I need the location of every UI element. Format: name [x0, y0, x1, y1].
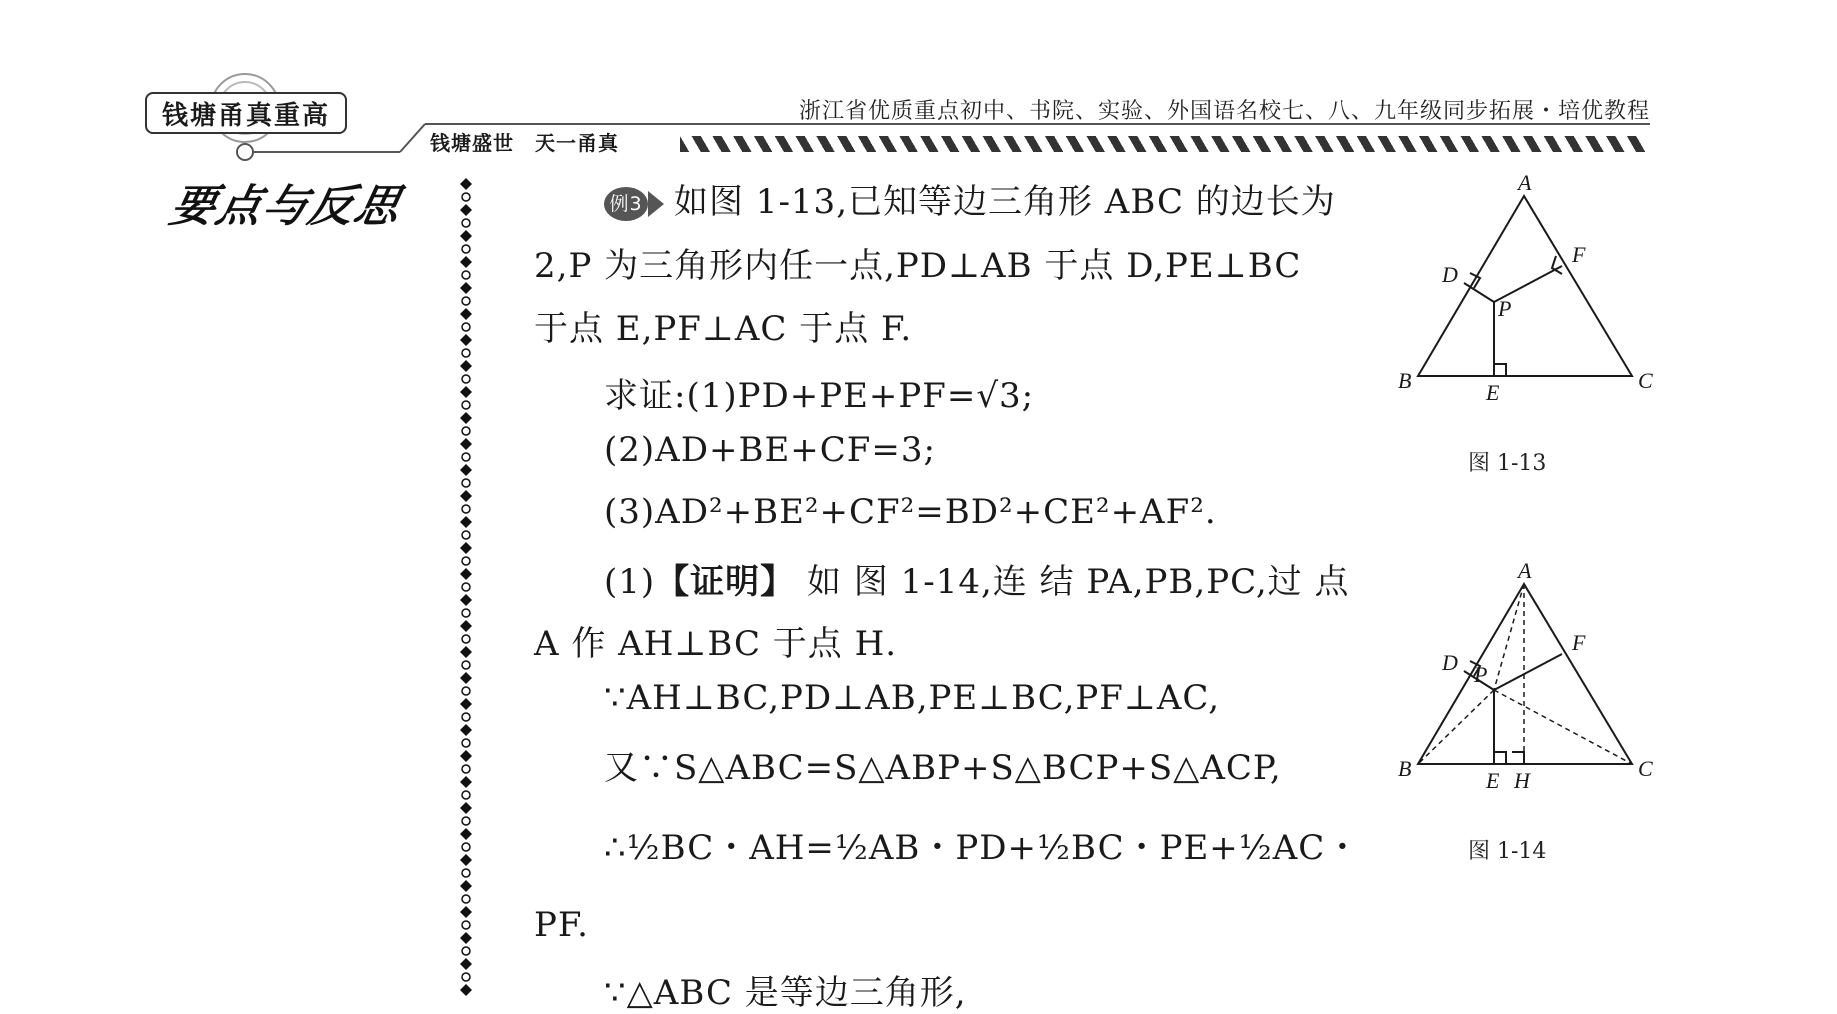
chain-circle — [462, 349, 470, 357]
chain-diamond — [460, 620, 472, 632]
chain-diamond — [460, 412, 472, 424]
proof-line-6: PF. — [534, 905, 589, 945]
slogan: 钱塘盛世 天一甬真 — [430, 131, 619, 155]
chain-circle — [462, 947, 470, 955]
chain-diamond — [460, 516, 472, 528]
chain-diamond — [460, 906, 472, 918]
chain-diamond — [460, 828, 472, 840]
chain-diamond — [460, 542, 472, 554]
chain-circle — [462, 531, 470, 539]
logo-text: 钱塘甬真重高 — [161, 100, 330, 131]
figure-1-13-caption: 图 1-13 — [1468, 451, 1547, 476]
chain-circle — [462, 765, 470, 773]
logo — [145, 92, 347, 134]
chain-circle — [462, 869, 470, 877]
chain-diamond — [460, 490, 472, 502]
chain-circle — [462, 583, 470, 591]
chain-diamond — [460, 334, 472, 346]
proof-line-3: ∵AH⊥BC,PD⊥AB,PE⊥BC,PF⊥AC, — [604, 678, 1220, 718]
label-B-2: B — [1398, 756, 1412, 781]
chain-diamond — [460, 230, 472, 242]
chain-diamond — [460, 932, 472, 944]
chain-diamond — [460, 724, 472, 736]
prove-line-1: 求证:(1)PD+PE+PF=√3; — [604, 376, 1035, 416]
book-title: 浙江省优质重点初中、书院、实验、外国语名校七、八、九年级同步拓展・培优教程 — [798, 99, 1650, 124]
chain-diamond — [460, 282, 472, 294]
chain-circle — [462, 297, 470, 305]
example-text-1: 如图 1-13,已知等边三角形 ABC 的边长为 — [674, 182, 1336, 222]
proof-line-4: 又∵S△ABC=S△ABP+S△BCP+S△ACP, — [604, 748, 1282, 788]
chain-diamond — [460, 802, 472, 814]
chain-diamond — [460, 204, 472, 216]
example-line-1 — [604, 174, 1336, 223]
chain-diamond — [460, 464, 472, 476]
chain-circle — [462, 505, 470, 513]
example-badge: 例3 — [604, 187, 648, 221]
chain-circle — [462, 713, 470, 721]
chain-diamond — [460, 984, 472, 996]
chain-circle — [462, 635, 470, 643]
prove-line-2: (2)AD+BE+CF=3; — [604, 430, 936, 470]
chain-diamond — [460, 568, 472, 580]
proof-line-1 — [604, 554, 1350, 603]
label-D: D — [1442, 262, 1458, 287]
figure-1-13 — [1380, 170, 1670, 410]
label-D-2: D — [1442, 650, 1458, 675]
label-C: C — [1638, 368, 1653, 393]
chain-diamond — [460, 672, 472, 684]
chain-circle — [462, 245, 470, 253]
chain-circle — [462, 557, 470, 565]
label-F: F — [1572, 242, 1586, 267]
label-H: H — [1514, 768, 1530, 793]
proof-line-2: A 作 AH⊥BC 于点 H. — [534, 624, 898, 664]
chain-circle — [462, 375, 470, 383]
chain-circle — [462, 193, 470, 201]
chain-circle — [462, 271, 470, 279]
chain-circle — [462, 323, 470, 331]
chain-circle — [462, 791, 470, 799]
badge-arrow-icon — [648, 191, 664, 217]
chain-circle — [462, 427, 470, 435]
chain-diamond — [460, 438, 472, 450]
example-line-2: 2,P 为三角形内任一点,PD⊥AB 于点 D,PE⊥BC — [534, 246, 1302, 286]
example-line-3: 于点 E,PF⊥AC 于点 F. — [534, 309, 913, 349]
chain-diamond — [460, 854, 472, 866]
label-A-2: A — [1518, 558, 1532, 583]
figure-1-14-caption: 图 1-14 — [1468, 839, 1547, 864]
label-P: P — [1498, 296, 1512, 321]
chain-circle — [462, 895, 470, 903]
chain-circle — [462, 401, 470, 409]
chain-circle — [462, 453, 470, 461]
chain-diamond — [460, 698, 472, 710]
chain-diamond — [460, 256, 472, 268]
sidebar-title: 要点与反思 — [165, 181, 407, 232]
chain-circle — [462, 817, 470, 825]
chain-diamond — [460, 594, 472, 606]
chain-diamond — [460, 178, 472, 190]
chain-circle — [462, 843, 470, 851]
proof-label: 【证明】 — [655, 562, 796, 602]
proof-prefix: (1) — [604, 562, 656, 602]
chain-diamond — [460, 776, 472, 788]
chain-diamond — [460, 386, 472, 398]
chain-circle — [462, 973, 470, 981]
chain-circle — [462, 739, 470, 747]
decorative-chain — [458, 178, 474, 1000]
chain-circle — [462, 921, 470, 929]
chain-diamond — [460, 646, 472, 658]
chain-circle — [462, 687, 470, 695]
chain-circle — [462, 219, 470, 227]
chain-diamond — [460, 880, 472, 892]
label-F-2: F — [1572, 630, 1586, 655]
chain-circle — [462, 609, 470, 617]
proof-line-5: ∴½BC・AH=½AB・PD+½BC・PE+½AC・ — [604, 828, 1361, 868]
proof-text-1: 如 图 1-14,连 结 PA,PB,PC,过 点 — [806, 562, 1350, 602]
prove-line-3: (3)AD²+BE²+CF²=BD²+CE²+AF². — [604, 492, 1217, 532]
chain-diamond — [460, 750, 472, 762]
label-A: A — [1518, 170, 1532, 195]
dash-strip — [680, 136, 1648, 152]
label-B: B — [1398, 368, 1412, 393]
chain-diamond — [460, 308, 472, 320]
chain-diamond — [460, 958, 472, 970]
figure-1-14 — [1380, 558, 1670, 798]
label-C-2: C — [1638, 756, 1653, 781]
proof-line-7: ∵△ABC 是等边三角形, — [604, 973, 967, 1013]
label-P-2: P — [1474, 662, 1488, 687]
chain-circle — [462, 479, 470, 487]
label-E: E — [1486, 380, 1500, 405]
label-E-2: E — [1486, 768, 1500, 793]
chain-diamond — [460, 360, 472, 372]
chain-circle — [462, 661, 470, 669]
